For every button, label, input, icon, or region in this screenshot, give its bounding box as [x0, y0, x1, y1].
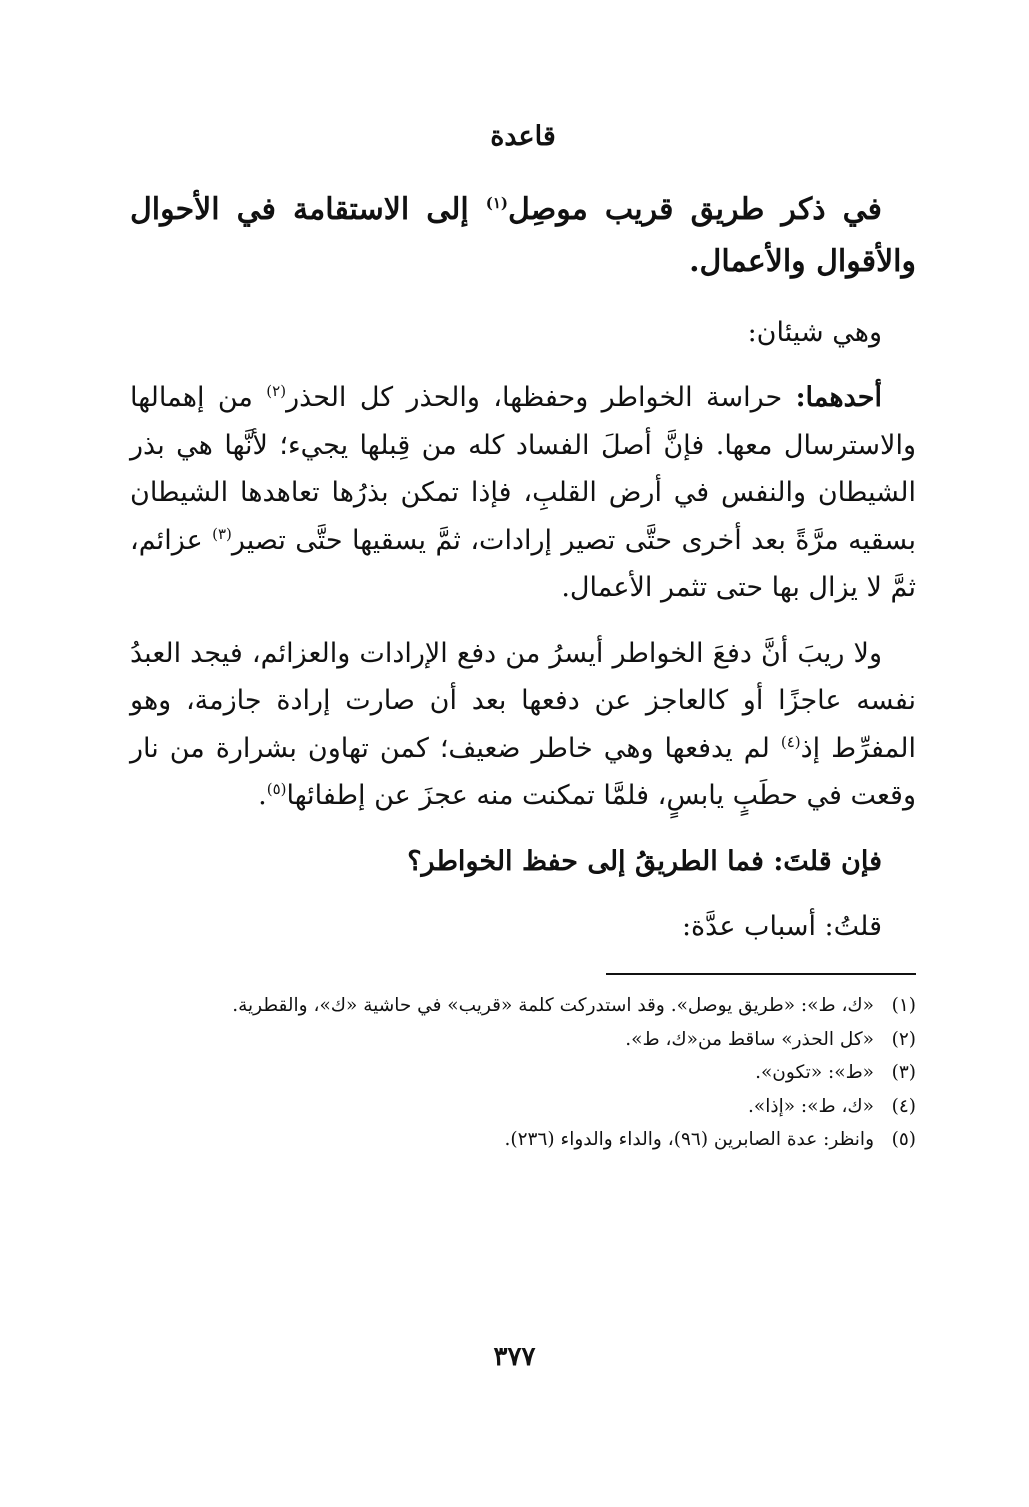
footnote-number: (٢): [891, 1028, 916, 1050]
footnote-ref-1[interactable]: (١): [485, 193, 509, 212]
footnote-item-1: [130, 991, 916, 1022]
chapter-title: قاعدة: [490, 121, 556, 152]
answer-line: قلتُ: أسباب عدَّة:: [681, 911, 882, 943]
paragraph-text: من إهمالها والاسترسال معها. فإنَّ أصلَ الفساد كله من قِبلها يجيء؛ لأنَّها هي بذر الشيطان والنفس في أرض القلبِ، فإذا تمكن بذرُها تعاهدها الشيطان بسقيه مرَّةً بعد أخرى حتَّى تصير إرادات، ثمَّ يسقيها حتَّى تصير: [130, 382, 917, 556]
question-line: [130, 838, 916, 886]
question-text: فما الطريقُ إلى حفظ الخواطر؟: [407, 845, 774, 877]
paragraph-text: عزائم، ثمَّ لا يزال بها حتى تثمر الأعمال.: [130, 524, 916, 604]
footnotes-list: [130, 991, 916, 1156]
footnote-text: «ك، ط»: «طريق يوصل». وقد استدركت كلمة «قريب» في حاشية «ك»، والقطرية.: [232, 994, 874, 1016]
paragraph-text: لم يدفعها وهي خاطر ضعيف؛ كمن تهاون بشرارة من نار وقعت في حطَبٍ يابسٍ، فلمَّا تمكنت منه عجزَ عن إطفائها: [130, 732, 916, 812]
footnote-text: «ك، ط»: «إذا».: [748, 1095, 874, 1117]
subtitle-text-1: في ذكر طريق قريب موصِل: [508, 191, 882, 227]
paragraph-first-thing: [130, 374, 916, 612]
footnote-ref-3[interactable]: (٣): [212, 524, 232, 543]
subtitle-text-2: إلى الاستقامة في الأحوال والأقوال والأعمال.: [130, 191, 916, 280]
footnote-item-3: [130, 1058, 916, 1089]
footnote-item-5: [130, 1125, 916, 1156]
footnote-divider: [606, 973, 916, 975]
paragraph-no-doubt: [130, 630, 916, 820]
footnote-item-4: [130, 1092, 916, 1123]
footnote-text: وانظر: عدة الصابرين (٩٦)، والداء والدواء (٢٣٦).: [504, 1129, 874, 1151]
footnote-number: (٣): [891, 1062, 916, 1084]
intro-line: وهي شيئان:: [747, 316, 882, 348]
page-body: [130, 118, 916, 1159]
footnote-number: (٥): [891, 1129, 916, 1151]
footnote-ref-5[interactable]: (٥): [266, 780, 287, 799]
footnote-item-2: [130, 1025, 916, 1056]
page-number: ٣٧٧: [493, 1342, 536, 1372]
footnote-number: (٤): [891, 1095, 916, 1117]
footnote-text: «ط»: «تكون».: [755, 1062, 874, 1084]
question-lead: فإن قلتَ:: [773, 845, 882, 877]
paragraph-text: .: [258, 780, 267, 812]
footnote-ref-4[interactable]: (٤): [780, 732, 801, 751]
footnote-text: «كل الحذر» ساقط من«ك، ط».: [625, 1028, 874, 1050]
footnote-ref-2[interactable]: (٢): [266, 382, 287, 401]
paragraph-text: ولا ريبَ أنَّ دفعَ الخواطر أيسرُ من دفع الإرادات والعزائم، فيجد العبدُ نفسه عاجزًا أو كالعاجز عن دفعها بعد أن صارت إرادة جازمة، وهو المفرِّط إذ: [130, 637, 916, 764]
section-subtitle: [130, 184, 916, 289]
paragraph-lead: أحدهما:: [795, 382, 882, 414]
footnote-number: (١): [891, 994, 916, 1016]
paragraph-text: حراسة الخواطر وحفظها، والحذر كل الحذر: [286, 382, 796, 414]
